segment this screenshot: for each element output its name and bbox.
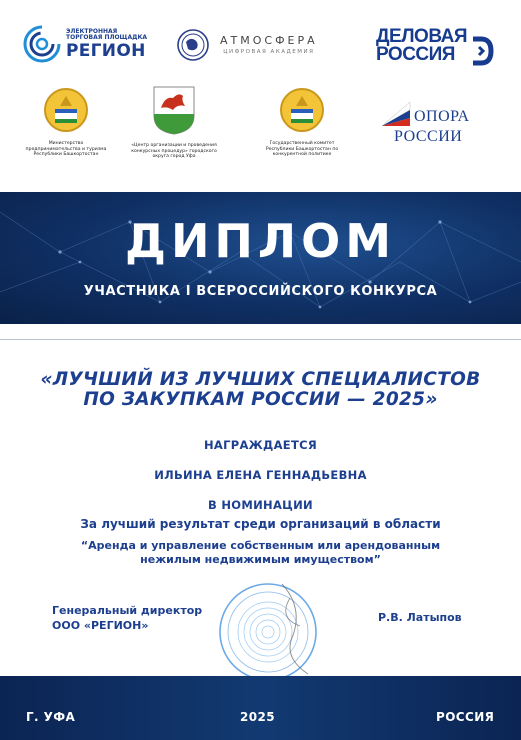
footer-bar [0,676,521,740]
emblem-committee-caption: Государственный комитет Республики Башкортостан по конкурентной политике [265,141,339,157]
nomination-label: В НОМИНАЦИИ [208,498,313,512]
diploma-title: ДИПЛОМ [124,214,397,268]
director-position-line2: ООО «РЕГИОН» [52,618,149,632]
diploma-subtitle: УЧАСТНИКА I ВСЕРОССИЙСКОГО КОНКУРСА [83,284,438,299]
nomination-area [0,539,521,568]
divider [0,339,521,340]
delovaya-line1: ДЕЛОВАЯ [376,25,467,47]
contest-name-line2: ПО ЗАКУПКАМ РОССИИ — 2025» [83,388,438,410]
nomination-text: За лучший результат среди организаций в области [80,517,441,531]
nomination-area-line1: “Аренда и управление собственным или арендованным [80,539,441,552]
opora-line1: ОПОРА [414,108,470,125]
opora-line2: РОССИИ [394,128,463,145]
nomination-area-line2: нежилым недвижимым имуществом” [140,553,381,567]
emblem-ministry [24,86,108,158]
bashkortostan-emblem-icon [42,86,90,134]
emblem-ufa [126,84,222,160]
footer-country: РОССИЯ [436,710,495,724]
recipient-name: ИЛЬИНА ЕЛЕНА ГЕННАДЬЕВНА [154,468,367,482]
contest-name [0,370,521,410]
delovaya-line2: РОССИЯ [376,44,455,65]
globe-icon [176,28,210,62]
bashkortostan-emblem-icon [278,86,326,134]
footer-city: Г. УФА [26,710,76,724]
director-position [52,604,202,634]
atmosfera-sub: ЦИФРОВАЯ АКАДЕМИЯ [223,48,315,55]
emblem-ministry-caption: Министерство предпринимательства и туризма Республики Башкортостан [25,141,107,157]
contest-name-line1: «ЛУЧШИЙ ИЗ ЛУЧШИХ СПЕЦИАЛИСТОВ [40,369,481,390]
footer-year: 2025 [240,710,275,724]
region-logo-small1: ЭЛЕКТРОННАЯ [66,27,118,35]
delovaya-mark-icon [469,35,495,71]
opora-flag-icon [380,100,414,128]
emblem-committee [258,86,346,158]
awarded-label: НАГРАЖДАЕТСЯ [204,438,317,452]
region-logo-icon [22,24,62,64]
stamp-seal [212,578,324,686]
region-logo-name: РЕГИОН [66,40,146,61]
director-position-line1: Генеральный директор [52,604,203,617]
delovaya-rossiya-logo [376,20,506,72]
emblem-ufa-caption: «Центр организации и проведения конкурсных процедур» городского округа город Уфа [131,143,217,159]
atmosfera-logo [176,22,356,68]
diploma-banner [0,192,521,324]
signer-name: Р.В. Латыпов [378,611,462,624]
region-logo [22,22,162,66]
ufa-coat-of-arms-icon [151,84,197,136]
atmosfera-name: АТМОСФЕРА [220,33,318,47]
opora-rossii-logo [380,98,500,148]
stamp-seal-icon [212,578,324,686]
region-logo-small2: ТОРГОВАЯ ПЛОЩАДКА [66,33,148,41]
